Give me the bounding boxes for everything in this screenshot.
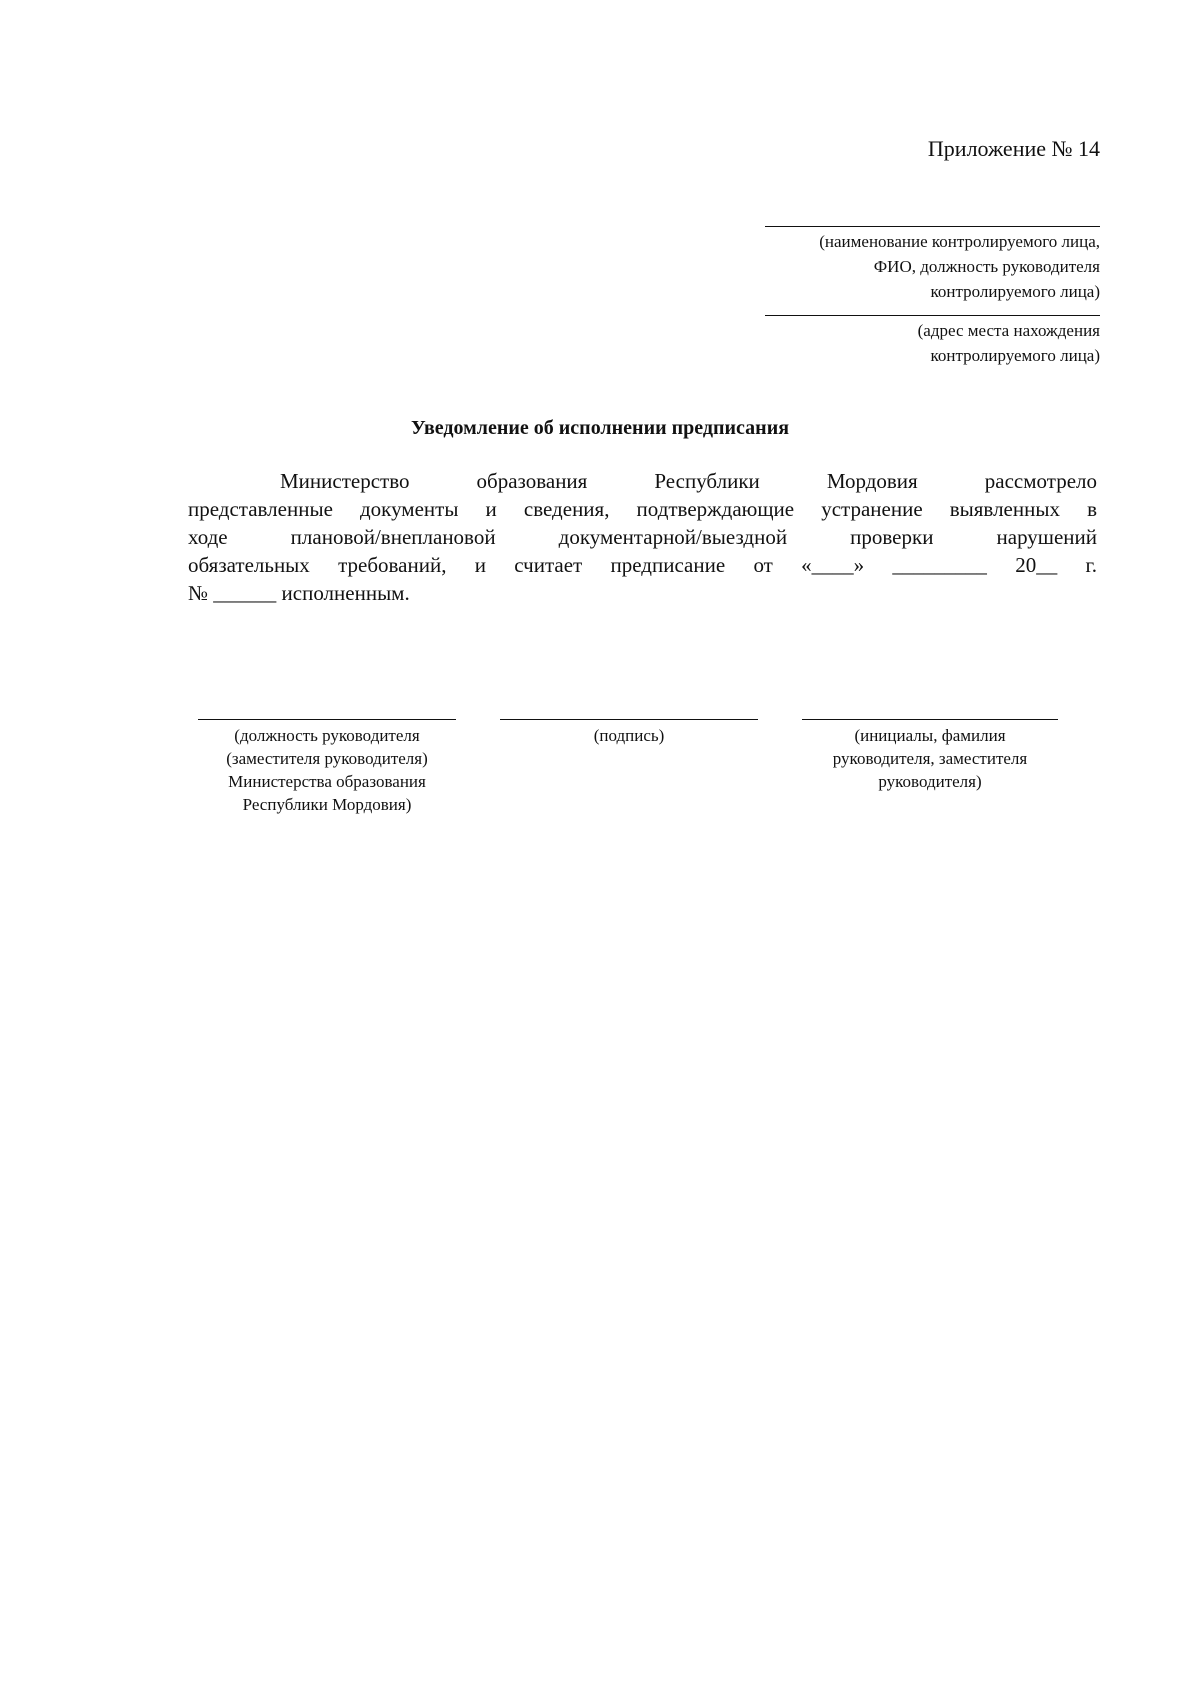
initials-line xyxy=(802,719,1058,720)
signature-initials-block xyxy=(802,719,1058,793)
notice-body xyxy=(188,467,1097,607)
position-caption-2: (заместителя руководителя) xyxy=(226,749,428,768)
body-line-1: Министерство образования Республики Мордовия рассмотрело xyxy=(280,469,1097,493)
position-caption-1: (должность руководителя xyxy=(234,726,420,745)
body-line-4: обязательных требований, и считает предписание от «____» _________ 20__ г. xyxy=(188,553,1097,577)
body-line-3: ходе плановой/внеплановой документарной/выездной проверки нарушений xyxy=(188,525,1097,549)
recipient-name-caption-2: ФИО, должность руководителя xyxy=(873,257,1100,276)
recipient-address-caption-1: (адрес места нахождения xyxy=(917,321,1100,340)
appendix-number: Приложение № 14 xyxy=(927,136,1100,161)
recipient-address-caption-2: контролируемого лица) xyxy=(930,346,1100,365)
recipient-name-caption-3: контролируемого лица) xyxy=(930,282,1100,301)
signature-caption: (подпись) xyxy=(593,726,665,745)
initials-caption-1: (инициалы, фамилия xyxy=(854,726,1006,745)
recipient-address-line xyxy=(765,315,1100,316)
initials-caption-2: руководителя, заместителя xyxy=(832,749,1028,768)
position-caption-3: Министерства образования xyxy=(228,772,426,791)
initials-caption-3: руководителя) xyxy=(878,772,982,791)
document-title: Уведомление об исполнении предписания xyxy=(410,417,790,439)
recipient-name-caption-1: (наименование контролируемого лица, xyxy=(819,232,1100,251)
recipient-name-block xyxy=(730,226,1100,304)
recipient-address-block xyxy=(730,315,1100,368)
signature-block xyxy=(500,719,758,747)
body-line-5: № ______ исполненным. xyxy=(188,581,410,605)
position-caption-4: Республики Мордовия) xyxy=(242,795,412,814)
position-line xyxy=(198,719,456,720)
signature-line xyxy=(500,719,758,720)
body-line-2: представленные документы и сведения, подтверждающие устранение выявленных в xyxy=(188,497,1097,521)
recipient-name-line xyxy=(765,226,1100,227)
signature-position-block xyxy=(198,719,456,816)
